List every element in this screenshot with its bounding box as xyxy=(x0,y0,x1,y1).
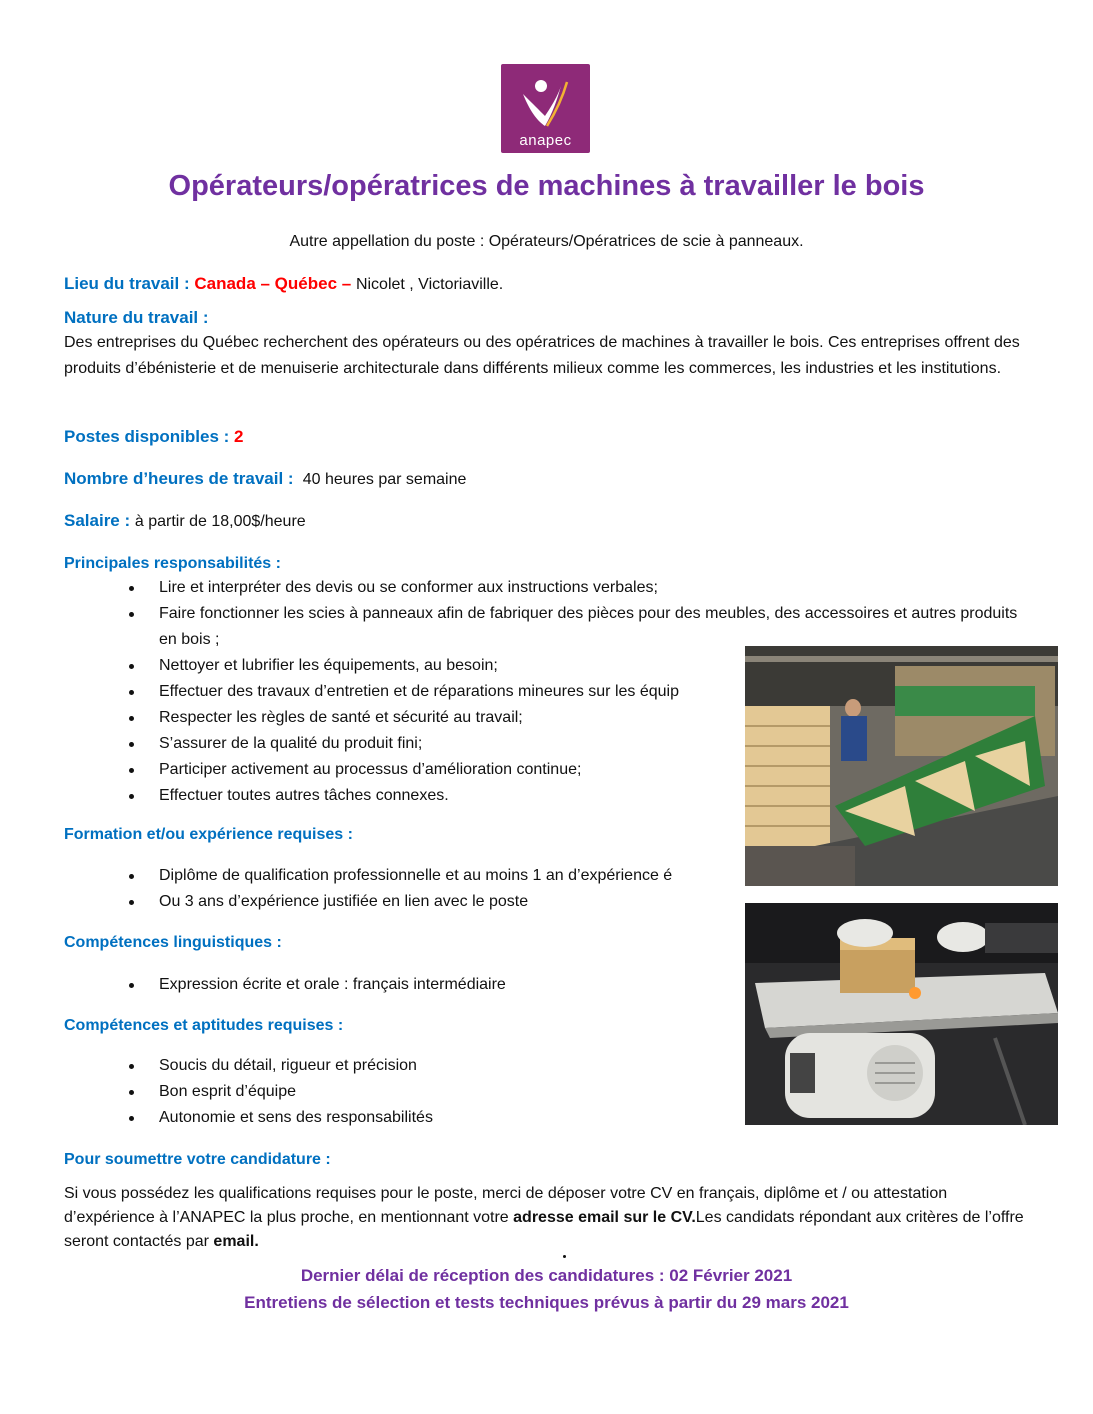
list-item: Nettoyer et lubrifier les équipements, au besoin; xyxy=(64,653,794,679)
list-item: Effectuer toutes autres tâches connexes. xyxy=(64,783,794,809)
list-item: Effectuer des travaux d’entretien et de réparations mineures sur les équip xyxy=(64,679,794,705)
logo-text: anapec xyxy=(519,132,572,149)
candidature-bold-2: email. xyxy=(213,1233,259,1250)
factory-photo xyxy=(745,646,1058,886)
candidature-label: Pour soumettre votre candidature : xyxy=(64,1151,331,1168)
list-item: Autonomie et sens des responsabilités xyxy=(64,1105,1039,1131)
page-subtitle: Autre appellation du poste : Opérateurs/Opératrices de scie à panneaux. xyxy=(289,233,804,250)
list-item: Ou 3 ans d’expérience justifiée en lien avec le poste xyxy=(64,889,794,915)
heures-section xyxy=(64,466,1039,493)
nature-section xyxy=(64,306,1039,382)
heures-label: Nombre d’heures de travail : xyxy=(64,469,299,488)
list-item: Expression écrite et orale : français intermédiaire xyxy=(64,972,1039,998)
list-item: Faire fonctionner les scies à panneaux afin de fabriquer des pièces pour des meubles, des accessoires et autres produits en bois ; xyxy=(64,601,1039,653)
list-item: Soucis du détail, rigueur et précision xyxy=(64,1053,1039,1079)
postes-section xyxy=(64,424,1039,451)
list-item: Lire et interpréter des devis ou se conformer aux instructions verbales; xyxy=(64,575,1039,601)
salaire-value: à partir de 18,00$/heure xyxy=(134,513,306,530)
anapec-logo xyxy=(501,64,590,153)
list-item: Participer activement au processus d’amélioration continue; xyxy=(64,757,794,783)
list-item: Respecter les règles de santé et sécurité au travail; xyxy=(64,705,794,731)
aptitudes-label: Compétences et aptitudes requises : xyxy=(64,1017,344,1034)
nature-label: Nature du travail : xyxy=(64,308,209,327)
deadline-text: Dernier délai de réception des candidatures : 02 Février 2021 xyxy=(300,1266,793,1285)
lieu-section xyxy=(64,271,1039,298)
list-item: S’assurer de la qualité du produit fini; xyxy=(64,731,794,757)
salaire-label: Salaire : xyxy=(64,511,135,530)
formation-label: Formation et/ou expérience requises : xyxy=(64,826,353,843)
postes-label: Postes disponibles : xyxy=(64,427,235,446)
lieu-country: Canada – Québec – xyxy=(194,274,356,293)
heures-value: 40 heures par semaine xyxy=(302,471,467,488)
linguistiques-label: Compétences linguistiques : xyxy=(64,934,282,951)
list-item: Bon esprit d’équipe xyxy=(64,1079,1039,1105)
list-item: Diplôme de qualification professionnelle et au moins 1 an d’expérience é xyxy=(64,863,794,889)
salaire-section xyxy=(64,508,1039,535)
page-title: Opérateurs/opératrices de machines à travailler le bois xyxy=(168,170,925,202)
stray-dot xyxy=(563,1255,566,1258)
responsabilites-label: Principales responsabilités : xyxy=(64,555,281,572)
candidature-text-1: Si vous possédez les qualifications requises pour le poste, merci de déposer votre CV en français, diplôme et / ou attestation d’expérience à l’ANAPEC la plus proche, en mentionnant votre xyxy=(64,1185,948,1226)
lieu-label: Lieu du travail : xyxy=(64,274,195,293)
nature-text: Des entreprises du Québec recherchent des opérateurs ou des opératrices de machines à travailler le bois. Ces entreprises offrent des produits d’ébénisterie et de menuiserie architecturale dans différents milieux comme les commerces, les industries et les institutions. xyxy=(64,334,1020,377)
postes-value: 2 xyxy=(234,427,244,446)
table-saw-photo xyxy=(745,903,1058,1125)
lieu-cities: Nicolet , Victoriaville. xyxy=(355,276,504,293)
candidature-text-2: Les candidats répondant aux critères de l’offre seront contactés par xyxy=(64,1209,1024,1250)
interviews-text: Entretiens de sélection et tests techniques prévus à partir du 29 mars 2021 xyxy=(244,1293,849,1312)
candidature-bold-1: adresse email sur le CV. xyxy=(513,1209,696,1226)
candidature-text xyxy=(64,1182,1039,1254)
